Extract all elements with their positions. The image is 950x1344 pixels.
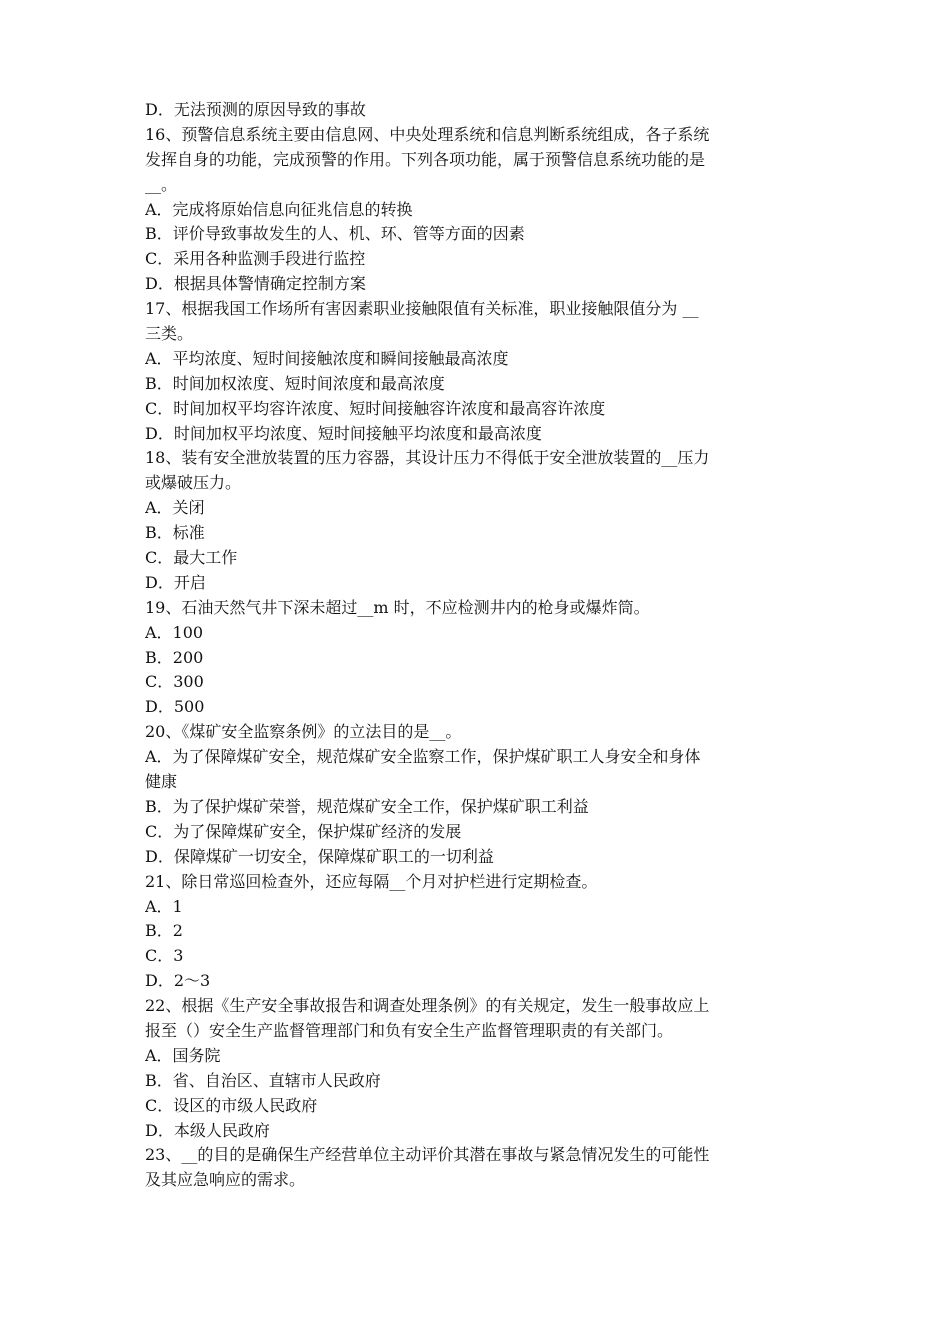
option-line: D．根据具体警情确定控制方案 bbox=[145, 274, 366, 294]
question-20-line: 20、《煤矿安全监察条例》的立法目的是__。 bbox=[145, 722, 462, 742]
option-line: C．300 bbox=[145, 672, 204, 692]
option-line: D．开启 bbox=[145, 572, 206, 592]
question-18-line: 18、装有安全泄放装置的压力容器，其设计压力不得低于安全泄放装置的__压力 bbox=[145, 448, 710, 468]
option-line: D．500 bbox=[145, 697, 205, 717]
question-16-line: 16、预警信息系统主要由信息网、中央处理系统和信息判断系统组成，各子系统 bbox=[145, 124, 710, 144]
option-line: A．为了保障煤矿安全，规范煤矿安全监察工作，保护煤矿职工人身安全和身体 bbox=[145, 747, 701, 767]
text-line: 发挥自身的功能，完成预警的作用。下列各项功能，属于预警信息系统功能的是 bbox=[145, 149, 706, 169]
question-17-line: 17、根据我国工作场所有害因素职业接触限值有关标准，职业接触限值分为 __ bbox=[145, 299, 699, 319]
option-line: C．3 bbox=[145, 946, 184, 966]
question-21-line: 21、除日常巡回检查外，还应每隔__个月对护栏进行定期检查。 bbox=[145, 871, 598, 891]
option-line: C．设区的市级人民政府 bbox=[145, 1095, 318, 1115]
text-line: 或爆破压力。 bbox=[145, 473, 242, 493]
text-line: __。 bbox=[145, 174, 178, 194]
option-line: A．关闭 bbox=[145, 498, 205, 518]
option-line: A．100 bbox=[145, 622, 204, 642]
option-line: B．200 bbox=[145, 647, 204, 667]
question-23-line: 23、__的目的是确保生产经营单位主动评价其潜在事故与紧急情况发生的可能性 bbox=[145, 1145, 710, 1165]
option-line: B．省、自治区、直辖市人民政府 bbox=[145, 1070, 381, 1090]
text-line: 三类。 bbox=[145, 324, 194, 344]
option-line: B．时间加权浓度、短时间浓度和最高浓度 bbox=[145, 373, 445, 393]
option-line: C．为了保障煤矿安全，保护煤矿经济的发展 bbox=[145, 821, 462, 841]
text-line: 及其应急响应的需求。 bbox=[145, 1170, 306, 1190]
option-line: C．最大工作 bbox=[145, 548, 238, 568]
option-line: A．国务院 bbox=[145, 1045, 221, 1065]
option-line: A．1 bbox=[145, 896, 183, 916]
option-line: D．本级人民政府 bbox=[145, 1120, 270, 1140]
document-body bbox=[145, 98, 820, 1193]
option-line: A．完成将原始信息向征兆信息的转换 bbox=[145, 199, 413, 219]
option-line: B．标准 bbox=[145, 523, 205, 543]
option-line: D．时间加权平均浓度、短时间接触平均浓度和最高浓度 bbox=[145, 423, 542, 443]
option-line: D．保障煤矿一切安全，保障煤矿职工的一切利益 bbox=[145, 846, 494, 866]
question-19-line: 19、石油天然气井下深未超过__m 时，不应检测井内的枪身或爆炸筒。 bbox=[145, 597, 650, 617]
option-line: B．为了保护煤矿荣誉，规范煤矿安全工作，保护煤矿职工利益 bbox=[145, 796, 589, 816]
text-line: 报至（）安全生产监督管理部门和负有安全生产监督管理职责的有关部门。 bbox=[145, 1020, 674, 1040]
text-line: D．无法预测的原因导致的事故 bbox=[145, 100, 366, 119]
option-line: C．时间加权平均容许浓度、短时间接触容许浓度和最高容许浓度 bbox=[145, 398, 606, 418]
text-line: 健康 bbox=[145, 772, 178, 792]
question-22-line: 22、根据《生产安全事故报告和调查处理条例》的有关规定，发生一般事故应上 bbox=[145, 996, 710, 1016]
option-line: C．采用各种监测手段进行监控 bbox=[145, 249, 366, 269]
option-line: B．评价导致事故发生的人、机、环、管等方面的因素 bbox=[145, 224, 525, 244]
option-line: D．2～3 bbox=[145, 971, 211, 991]
option-line: A．平均浓度、短时间接触浓度和瞬间接触最高浓度 bbox=[145, 348, 509, 368]
option-line: B．2 bbox=[145, 921, 183, 941]
